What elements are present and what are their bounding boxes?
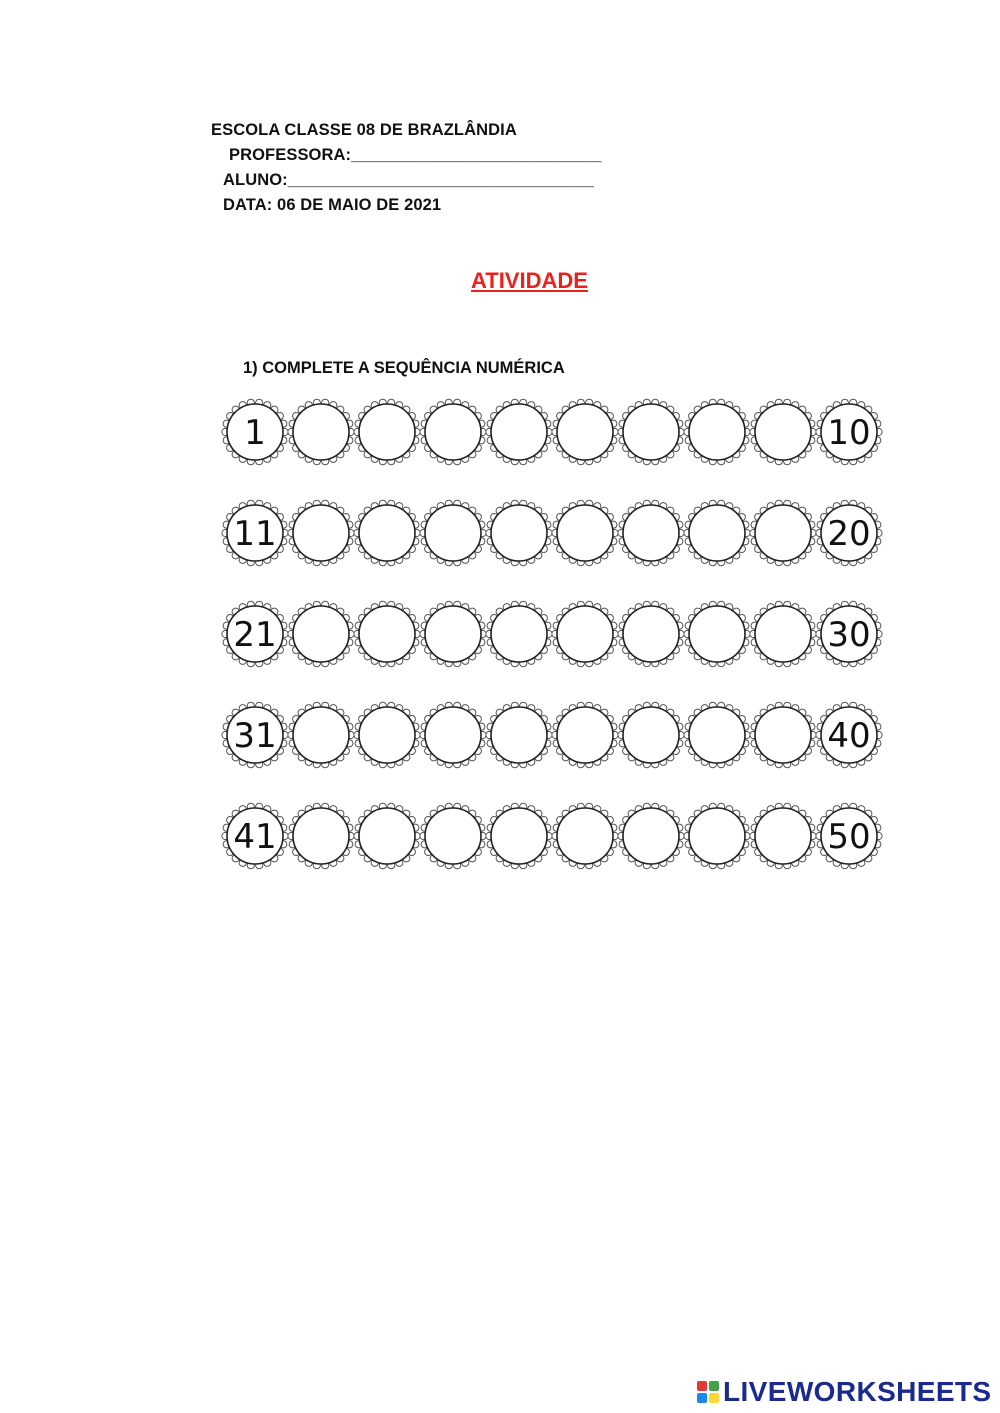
blank-number-circle[interactable] <box>551 701 619 769</box>
blank-number-circle[interactable] <box>287 802 355 870</box>
blank-number-circle[interactable] <box>551 802 619 870</box>
liveworksheets-logo-icon <box>697 1381 719 1403</box>
blank-number-circle[interactable] <box>551 398 619 466</box>
sequence-number: 10 <box>827 413 871 453</box>
blank-number-circle[interactable] <box>683 701 751 769</box>
student-field[interactable]: ALUNO:_________________________________ <box>223 171 594 189</box>
blank-number-circle[interactable] <box>419 499 487 567</box>
sequence-number: 21 <box>233 615 277 655</box>
blank-number-circle[interactable] <box>353 600 421 668</box>
activity-title: ATIVIDADE <box>471 268 588 293</box>
blank-number-circle[interactable] <box>419 701 487 769</box>
sequence-number: 11 <box>233 514 277 554</box>
blank-number-circle[interactable] <box>551 499 619 567</box>
blank-number-circle[interactable] <box>683 499 751 567</box>
date-line: DATA: 06 DE MAIO DE 2021 <box>223 196 442 214</box>
number-circle <box>221 701 289 769</box>
number-circle <box>815 398 883 466</box>
blank-number-circle[interactable] <box>617 600 685 668</box>
logo-block <box>709 1393 719 1403</box>
number-circle <box>221 499 289 567</box>
blank-number-circle[interactable] <box>551 600 619 668</box>
number-circle <box>815 600 883 668</box>
blank-number-circle[interactable] <box>353 701 421 769</box>
number-circle <box>815 802 883 870</box>
blank-number-circle[interactable] <box>287 701 355 769</box>
sequence-number: 50 <box>827 817 871 857</box>
blank-number-circle[interactable] <box>287 600 355 668</box>
blank-number-circle[interactable] <box>353 802 421 870</box>
blank-number-circle[interactable] <box>683 398 751 466</box>
blank-number-circle[interactable] <box>419 802 487 870</box>
logo-block <box>697 1393 707 1403</box>
brand-name: LIVEWORKSHEETS <box>723 1376 992 1407</box>
sequence-number: 40 <box>827 716 871 756</box>
blank-number-circle[interactable] <box>749 600 817 668</box>
teacher-field[interactable]: PROFESSORA:___________________________ <box>229 146 602 164</box>
blank-number-circle[interactable] <box>749 701 817 769</box>
blank-number-circle[interactable] <box>287 499 355 567</box>
school-name: ESCOLA CLASSE 08 DE BRAZLÂNDIA <box>211 121 517 139</box>
blank-number-circle[interactable] <box>617 499 685 567</box>
blank-number-circle[interactable] <box>749 398 817 466</box>
number-circle <box>815 701 883 769</box>
sequence-number: 20 <box>827 514 871 554</box>
number-circle <box>221 802 289 870</box>
logo-block <box>697 1381 707 1391</box>
sequence-number: 30 <box>827 615 871 655</box>
sequence-number: 1 <box>244 413 266 453</box>
number-circle <box>221 398 289 466</box>
number-circle <box>815 499 883 567</box>
blank-number-circle[interactable] <box>287 398 355 466</box>
exercise-instruction: 1) COMPLETE A SEQUÊNCIA NUMÉRICA <box>243 359 565 377</box>
blank-number-circle[interactable] <box>485 600 553 668</box>
logo-block <box>709 1381 719 1391</box>
blank-number-circle[interactable] <box>617 802 685 870</box>
blank-number-circle[interactable] <box>617 701 685 769</box>
blank-number-circle[interactable] <box>683 802 751 870</box>
sequence-number: 31 <box>233 716 277 756</box>
blank-number-circle[interactable] <box>683 600 751 668</box>
blank-number-circle[interactable] <box>617 398 685 466</box>
blank-number-circle[interactable] <box>419 600 487 668</box>
blank-number-circle[interactable] <box>749 802 817 870</box>
number-circle <box>221 600 289 668</box>
blank-number-circle[interactable] <box>485 701 553 769</box>
blank-number-circle[interactable] <box>485 499 553 567</box>
blank-number-circle[interactable] <box>749 499 817 567</box>
blank-number-circle[interactable] <box>485 802 553 870</box>
blank-number-circle[interactable] <box>485 398 553 466</box>
sequence-number: 41 <box>233 817 277 857</box>
blank-number-circle[interactable] <box>353 398 421 466</box>
liveworksheets-footer <box>697 1376 992 1408</box>
blank-number-circle[interactable] <box>419 398 487 466</box>
blank-number-circle[interactable] <box>353 499 421 567</box>
